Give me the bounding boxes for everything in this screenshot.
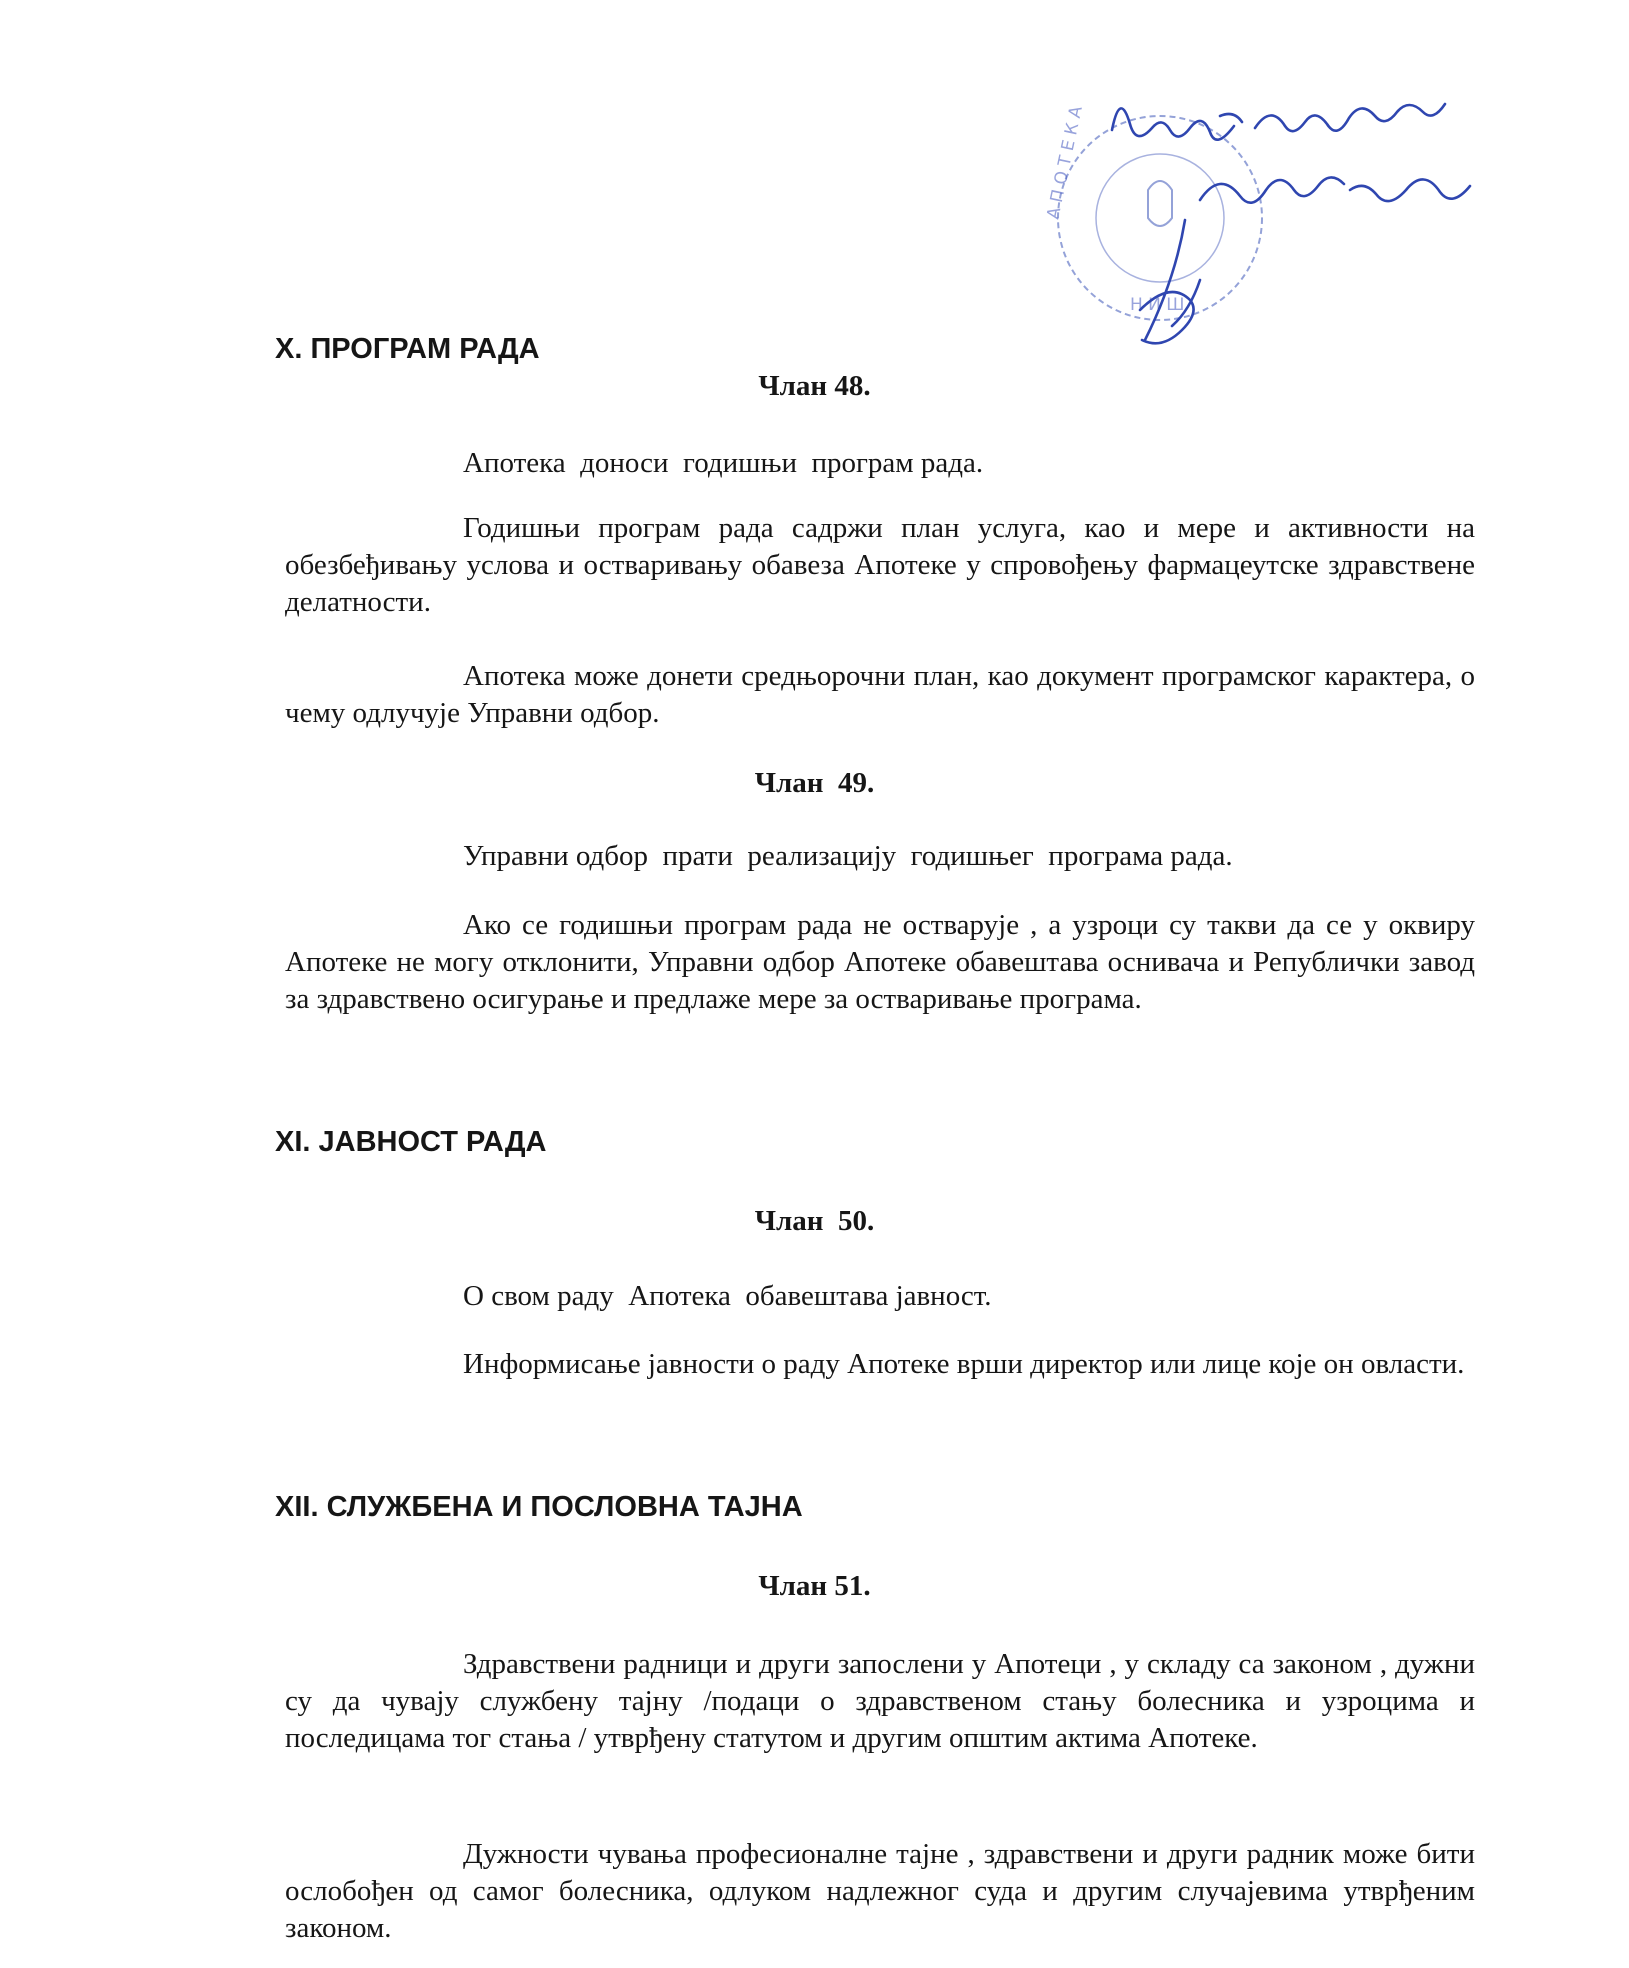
svg-text:Н И Ш: Н И Ш [1130, 295, 1185, 315]
paragraph: Управни одбор прати реализацију годишњег програма рада. [463, 840, 1233, 872]
svg-text:А П О Т Е К А: А П О Т Е К А [1043, 104, 1087, 222]
article-heading: Члан 48. [758, 370, 871, 402]
seal-stamp-graphic [1020, 70, 1600, 380]
section-heading: X. ПРОГРАМ РАДА [275, 333, 540, 365]
paragraph: Апотека може донети средњорочни план, као документ програмског карактера, о чему одлучује Управни одбор. [285, 660, 1475, 729]
paragraph: Годишњи програм рада садржи план услуга, као и мере и активности на обезбеђивању услова и остваривању обавеза Апотеке у спровођењу фармацеутске здравствене делатности. [285, 512, 1475, 618]
paragraph: Здравствени радници и други запослени у Апотеци , у складу са законом , дужни су да чувају службену тајну /подаци о здравственом стању болесника и узроцима и последицама тог стања / утврђену статутом и другим општим актима Апотеке. [285, 1648, 1475, 1754]
seal-and-signature [1020, 70, 1600, 380]
article-heading: Члан 50. [754, 1205, 875, 1237]
article-heading: Члан 49. [754, 767, 875, 799]
paragraph: Ако се годишњи програм рада не остварује , а узроци су такви да се у оквиру Апотеке не могу отклонити, Управни одбор Апотеке обавештава оснивача и Републички завод за здравствено осигурање и предлаже мере за остваривање програма. [285, 909, 1475, 1015]
paragraph: Информисање јавности о раду Апотеке врши директор или лице које он овласти. [463, 1348, 1465, 1380]
paragraph: Апотека доноси годишњи програм рада. [463, 447, 984, 479]
section-heading: XI. ЈАВНОСТ РАДА [275, 1126, 547, 1158]
paragraph: О свом раду Апотека обавештава јавност. [463, 1280, 992, 1312]
paragraph: Дужности чувања професионалне тајне , здравствени и други радник може бити ослобођен од самог болесника, одлуком надлежног суда и другим случајевима утврђеним законом. [285, 1838, 1475, 1944]
article-heading: Члан 51. [758, 1570, 871, 1602]
section-heading: XII. СЛУЖБЕНА И ПОСЛОВНА ТАЈНА [275, 1491, 803, 1523]
